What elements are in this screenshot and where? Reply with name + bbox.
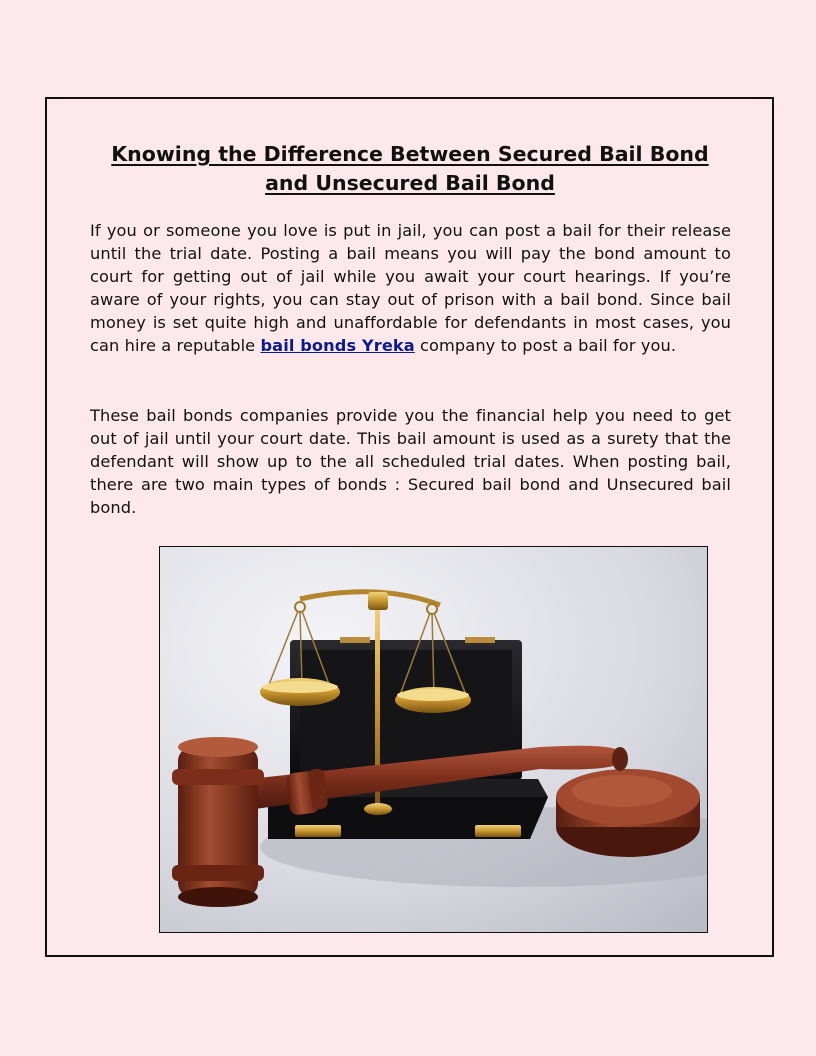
document-title <box>90 140 730 198</box>
title-line-1: Knowing the Difference Between Secured Bail Bond <box>111 142 709 166</box>
gavel-and-scales-photo <box>159 546 708 933</box>
paragraph-1-text-start: If you or someone you love is put in jail, you can post a bail for their release until the trial date. Posting a bail means you will pay the bond amount to court for getting out of jail while you await your court hearings. If you’re aware of your rights, you can stay out of prison with a bail bond. Since bail money is set quite high and unaffordable for defendants in most cases, you can hire a reputable <box>90 221 731 355</box>
title-line-2: and Unsecured Bail Bond <box>265 171 555 195</box>
sound-block <box>556 769 700 857</box>
bail-bonds-yreka-link[interactable]: bail bonds Yreka <box>260 336 415 355</box>
paragraph-2: These bail bonds companies provide you the financial help you need to get out of jail until your court date. This bail amount is used as a surety that the defendant will show up to the all scheduled trial dates. When posting bail, there are two main types of bonds : Secured bail bond and Unsecured bail bond. <box>90 406 731 517</box>
paragraph-1-text-end: company to post a bail for you. <box>414 336 677 355</box>
paragraph-1 <box>90 219 731 357</box>
gavel-and-scales-illustration <box>160 547 708 933</box>
